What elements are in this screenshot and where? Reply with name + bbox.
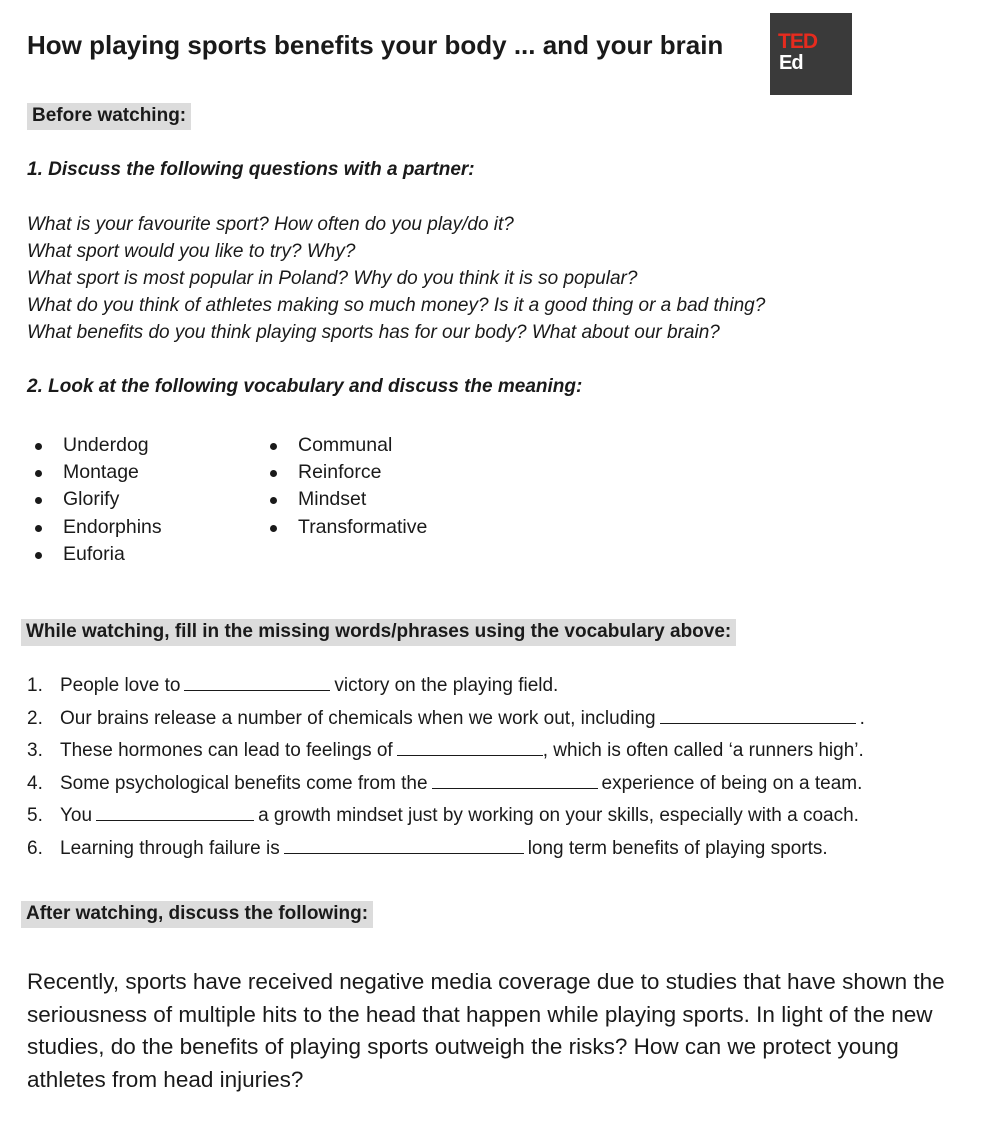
answer-blank[interactable] xyxy=(184,674,330,691)
vocabulary-list-left xyxy=(27,432,162,568)
fill-in-item xyxy=(27,738,865,771)
fill-in-item xyxy=(27,706,865,739)
item-text-after: victory on the playing field. xyxy=(334,675,559,696)
item-text-after: long term benefits of playing sports. xyxy=(527,837,828,859)
item-text-after: . xyxy=(859,707,865,729)
fill-in-item xyxy=(27,673,865,706)
item-text-before: You xyxy=(60,805,93,827)
before-watching-heading: Before watching: xyxy=(27,103,191,130)
answer-blank[interactable] xyxy=(96,804,254,821)
item-text-before: Our brains release a number of chemicals when we work out, including xyxy=(60,707,656,729)
vocabulary-item: Communal xyxy=(262,432,427,459)
page-title: How playing sports benefits your body ... and your brain xyxy=(27,30,724,60)
vocabulary-item: Endorphins xyxy=(27,514,162,541)
fill-in-exercise xyxy=(27,673,865,869)
ted-ed-logo xyxy=(770,13,852,95)
item-number: 5. xyxy=(27,805,43,827)
item-text-before: Learning through failure is xyxy=(60,837,280,859)
item-text-after: , which is often called ‘a runners high’. xyxy=(542,740,864,762)
answer-blank[interactable] xyxy=(397,739,543,756)
discussion-question: What benefits do you think playing sports has for our body? What about our brain? xyxy=(27,322,720,343)
discussion-question: What sport would you like to try? Why? xyxy=(27,241,356,262)
fill-in-item xyxy=(27,771,865,804)
vocabulary-item: Montage xyxy=(27,459,162,486)
discussion-questions-list xyxy=(27,211,765,346)
answer-blank[interactable] xyxy=(660,707,856,724)
answer-blank[interactable] xyxy=(284,837,524,854)
item-number: 2. xyxy=(27,707,43,729)
vocabulary-item: Euforia xyxy=(27,541,162,568)
answer-blank[interactable] xyxy=(432,772,598,789)
discussion-question: What is your favourite sport? How often do you play/do it? xyxy=(27,214,514,235)
item-text-before: Some psychological benefits come from the xyxy=(60,772,428,794)
vocabulary-item: Transformative xyxy=(262,514,427,541)
vocabulary-heading: 2. Look at the following vocabulary and discuss the meaning: xyxy=(27,376,583,397)
item-number: 4. xyxy=(27,772,43,794)
discussion-questions-heading: 1. Discuss the following questions with a partner: xyxy=(27,159,475,180)
fill-in-item xyxy=(27,803,865,836)
vocabulary-item: Underdog xyxy=(27,432,162,459)
item-number: 3. xyxy=(27,740,43,762)
item-number: 6. xyxy=(27,837,43,859)
after-watching-heading: After watching, discuss the following: xyxy=(21,901,373,928)
vocabulary-item: Reinforce xyxy=(262,459,427,486)
discussion-paragraph: Recently, sports have received negative media coverage due to studies that have shown the seriousness of multiple hits to the head that happen while playing sports. In light of the new studies, do the benefits of playing sports outweigh the risks? How can we protect young athletes from head injuries? xyxy=(27,969,945,1092)
discussion-question: What sport is most popular in Poland? Why do you think it is so popular? xyxy=(27,268,638,289)
item-text-before: People love to xyxy=(60,675,181,696)
discussion-question: What do you think of athletes making so much money? Is it a good thing or a bad thing? xyxy=(27,295,766,316)
logo-ed-text: Ed xyxy=(779,52,803,74)
vocabulary-item: Mindset xyxy=(262,486,427,513)
vocabulary-list-right xyxy=(262,432,427,541)
logo-ted-text: TED xyxy=(778,30,817,53)
item-number: 1. xyxy=(27,675,43,696)
item-text-before: These hormones can lead to feelings of xyxy=(60,740,393,762)
while-watching-heading: While watching, fill in the missing words/phrases using the vocabulary above: xyxy=(21,619,736,646)
item-text-after: a growth mindset just by working on your skills, especially with a coach. xyxy=(258,805,859,827)
fill-in-item xyxy=(27,836,865,869)
vocabulary-item: Glorify xyxy=(27,486,162,513)
item-text-after: experience of being on a team. xyxy=(601,772,863,794)
